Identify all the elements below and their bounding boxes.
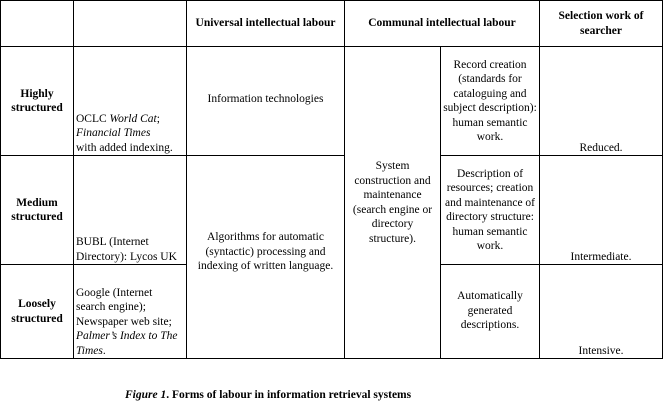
universal-information-technologies: Information technologies <box>187 47 345 156</box>
examples-medium-structured: BUBL (Internet Directory): Lycos UK <box>74 156 187 265</box>
example-added-indexing: with added indexing. <box>76 141 173 154</box>
examples-highly-structured <box>74 47 187 156</box>
examples-loosely-structured <box>74 265 187 359</box>
row-label-medium-structured: Medium structured <box>1 156 74 265</box>
figure-caption <box>125 389 411 401</box>
example-palmers-index: Palmer’s Index to The Times <box>76 330 178 357</box>
example-financial-times: Financial Times <box>76 127 151 139</box>
row-label-highly-structured: Highly structured <box>1 47 74 156</box>
selection-reduced: Reduced. <box>540 47 663 156</box>
selection-intensive: Intensive. <box>540 265 663 359</box>
example-period: . <box>102 344 106 357</box>
selection-intermediate: Intermediate. <box>540 156 663 265</box>
communal-record-creation: Record creation (standards for cataloguing and subject description): human semantic work. <box>441 47 540 156</box>
example-world-cat: World Cat <box>109 112 157 125</box>
figure-caption-label: Figure 1 <box>125 389 167 401</box>
header-communal-labour: Communal intellectual labour <box>345 1 540 47</box>
row-label-loosely-structured: Loosely structured <box>1 265 74 359</box>
communal-system-construction: System construction and maintenance (search engine or directory structure). <box>345 47 441 359</box>
universal-algorithms: Algorithms for automatic (syntactic) processing and indexing of written language. <box>187 156 345 359</box>
example-google-newspaper: Google (Internet search engine); Newspaper web site; <box>76 286 172 328</box>
communal-automatic-descriptions: Automatically generated descriptions. <box>441 265 540 359</box>
header-selection-work: Selection work of searcher <box>540 1 663 47</box>
header-universal-labour: Universal intellectual labour <box>187 1 345 47</box>
header-examples-cell <box>74 1 187 47</box>
header-blank-cell <box>1 1 74 47</box>
example-semicolon: ; <box>156 112 160 125</box>
figure-caption-text: . Forms of labour in information retrieval systems <box>166 389 412 401</box>
example-oclc: OCLC <box>76 112 110 125</box>
communal-description-of-resources: Description of resources; creation and maintenance of directory structure: human semantic work. <box>441 156 540 265</box>
